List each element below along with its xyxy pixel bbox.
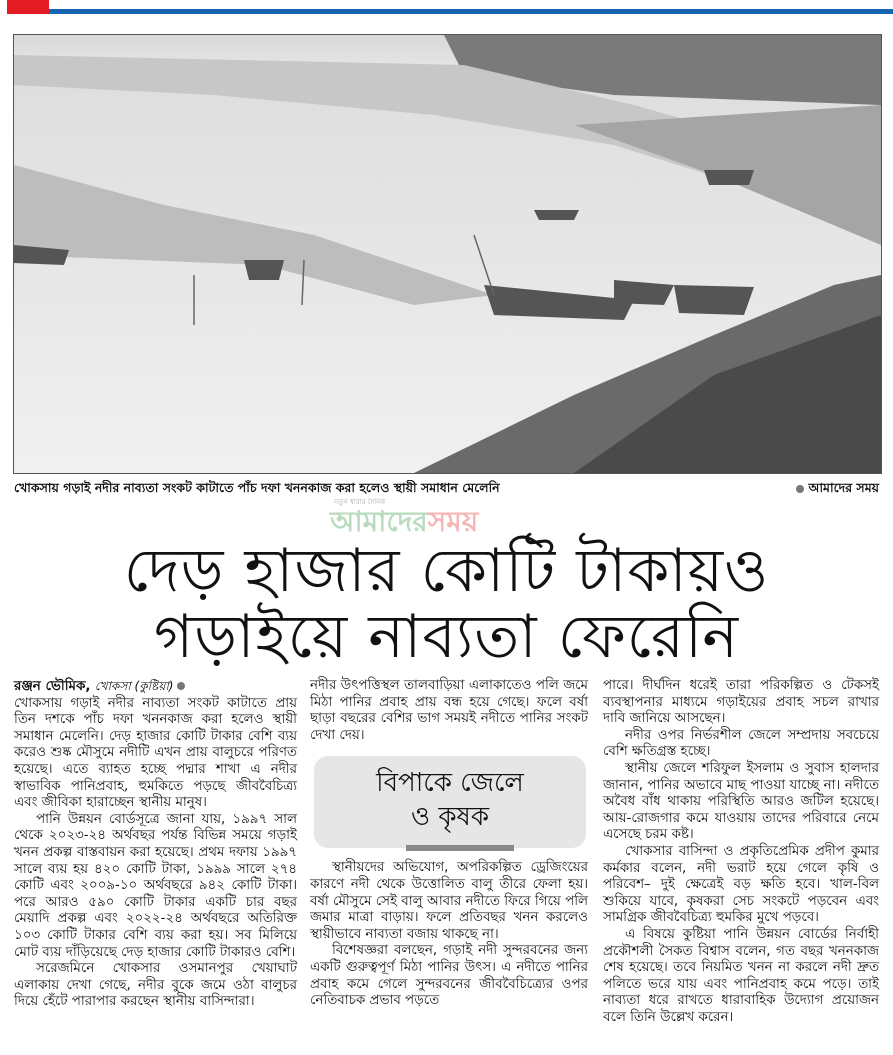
watermark-name-part2: সময় [427, 505, 479, 538]
brand-red-block [7, 0, 49, 14]
article-paragraph: পারে। দীর্ঘদিন ধরেই তারা পরিকল্পিত ও টেকসই ব্যবস্থাপনার মাধ্যমে গড়াইয়ের প্রবাহ সচল রাখার দাবি জানিয়ে আসছেন। [603, 678, 879, 727]
watermark-name-part1: আমাদের [330, 505, 428, 538]
brand-blue-rule [49, 9, 893, 14]
bullet-icon [796, 485, 804, 493]
article-paragraph: স্থানীয়দের অভিযোগ, অপরিকল্পিত ড্রেজিংয়ের কারণে নদী থেকে উত্তোলিত বালু তীরে ফেলা হয়। বর্ষা মৌসুমে সেই বালু আবার নদীতে ফিরে গিয়ে পলি জমার মাত্রা বাড়ায়। ফলে প্রতিবছর খনন করলেও স্থায়ীভাবে নাব্যতা বজায় থাকছে না। [310, 860, 588, 942]
article-paragraph: খোকসায় গড়াই নদীর নাব্যতা সংকট কাটাতে প্রায় তিন দশকে পাঁচ দফা খননকাজ করা হলেও স্থায়ী সমাধান মেলেনি। দেড় হাজার কোটি টাকার বেশি ব্যয় করেও শুষ্ক মৌসুমে নদীটি এখন প্রায় বালুচরে পরিণত হয়েছে। এতে ব্যাহত হচ্ছে পদ্মার শাখা এ নদীর স্বাভাবিক পানিপ্রবাহ, হুমকিতে পড়ছে জীববৈচিত্র্য এবং জীবিকা হারাচ্ছেন স্থানীয় মানুষ। [14, 695, 297, 811]
article-paragraph: খোকসার বাসিন্দা ও প্রকৃতিপ্রেমিক প্রদীপ কুমার কর্মকার বলেন, নদী ভরাট হয়ে গেলে কৃষি ও পরিবেশ– দুই ক্ষেত্রেই বড় ক্ষতি হবে। খাল-বিল শুকিয়ে যাবে, কৃষকরা সেচ সংকটে পড়বেন এবং সামগ্রিক জীববৈচিত্র্য হুমকির মুখে পড়বে। [603, 843, 879, 926]
river-photo-image [14, 35, 881, 473]
subheading-line-1: বিপাকে জেলে [376, 768, 524, 799]
article-column-3 [603, 678, 879, 1026]
photo-credit-text: আমাদের সময় [808, 480, 879, 495]
article-paragraph: নদীর ওপর নির্ভরশীল জেলে সম্প্রদায় সবচেয়ে বেশি ক্ষতিগ্রস্ত হচ্ছে। [603, 727, 879, 760]
watermark-tagline: নতুন ধারার দৈনিক [334, 498, 386, 506]
article-column-1 [14, 678, 297, 1011]
byline [14, 678, 297, 696]
photo-caption: খোকসায় গড়াই নদীর নাব্যতা সংকট কাটাতে পাঁচ দফা খননকাজ করা হলেও স্থায়ী সমাধান মেলেনি [14, 480, 500, 495]
subheading-underline [406, 845, 514, 851]
headline-line-1: দেড় হাজার কোটি টাকায়ও [123, 536, 770, 606]
article-paragraph: বিশেষজ্ঞরা বলছেন, গড়াই নদী সুন্দরবনের জন্য একটি গুরুত্বপূর্ণ মিঠা পানির উৎস। এ নদীতে পানির প্রবাহ কমে গেলে সুন্দরবনের জীববৈচিত্র্যের ওপর নেতিবাচক প্রভাব পড়তে [310, 943, 588, 1009]
article-column-2 [310, 678, 588, 1010]
newspaper-watermark-logo [330, 498, 590, 536]
article-paragraph: সরেজমিনে খোকসার ওসমানপুর খেয়াঘাট এলাকায় দেখা গেছে, নদীর বুকে জমে ওঠা বালুচর দিয়ে হেঁটে পারাপার করছেন স্থানীয় বাসিন্দারা। [14, 961, 297, 1010]
article-paragraph: পানি উন্নয়ন বোর্ডসূত্রে জানা যায়, ১৯৯৭ সাল থেকে ২০২৩-২৪ অর্থবছর পর্যন্ত বিভিন্ন সময়ে গড়াই খনন প্রকল্প বাস্তবায়ন করা হয়েছে। প্রথম দফায় ১৯৯৭ সালে ব্যয় হয় ৪২০ কোটি টাকা, ১৯৯৯ সালে ২৭৪ কোটি এবং ২০০৯-১০ অর্থবছরে ৯৪২ কোটি টাকা। পরে আরও ৫৯০ কোটি টাকার একটি চার বছর মেয়াদি প্রকল্প এবং ২০২২-২৪ অর্থবছরে অতিরিক্ত ১০৩ কোটি টাকার বেশি ব্যয় করা হয়। সব মিলিয়ে মোট ব্যয় দাঁড়িয়েছে দেড় হাজার কোটি টাকারও বেশি। [14, 811, 297, 960]
byline-author: রঞ্জন ভৌমিক, [14, 679, 91, 694]
subheading-box [314, 756, 586, 848]
headline-line-2: গড়াইয়ে নাব্যতা ফেরেনি [153, 602, 740, 672]
article-paragraph: নদীর উৎপত্তিস্থল তালবাড়িয়া এলাকাতেও পলি জমে মিঠা পানির প্রবাহ প্রায় বন্ধ হয়ে গেছে। ফলে বর্ষা ছাড়া বছরের বেশির ভাগ সময়ই নদীতে পানির সংকট দেখা দেয়। [310, 678, 588, 743]
byline-location: খোকসা (কুষ্টিয়া) [94, 679, 174, 693]
river-photo [13, 34, 882, 474]
watermark-name [330, 507, 478, 536]
article-paragraph: স্থানীয় জেলে শরিফুল ইসলাম ও সুবাস হালদার জানান, পানির অভাবে মাছ পাওয়া যাচ্ছে না। নদীতে অবৈধ বাঁধ থাকায় পরিস্থিতি আরও জটিল হয়েছে। আয়-রোজগার কমে যাওয়ায় তাদের পরিবারে নেমে এসেছে চরম কষ্ট। [603, 760, 879, 843]
photo-credit [786, 480, 879, 496]
bullet-icon [177, 682, 185, 690]
headline [0, 538, 893, 670]
article-paragraph: এ বিষয়ে কুষ্টিয়া পানি উন্নয়ন বোর্ডের নির্বাহী প্রকৌশলী সৈকত বিশ্বাস বলেন, গত বছর খননকাজ শেষ হয়েছে। তবে নিয়মিত খনন না করলে নদী দ্রুত পলিতে ভরে যায় এবং পানিপ্রবাহ কমে পড়ে। তাই নাব্যতা ধরে রাখতে ধারাবাহিক উদ্যোগ প্রয়োজন বলে তিনি উল্লেখ করেন। [603, 926, 879, 1025]
subheading-line-2: ও কৃষক [410, 802, 490, 833]
